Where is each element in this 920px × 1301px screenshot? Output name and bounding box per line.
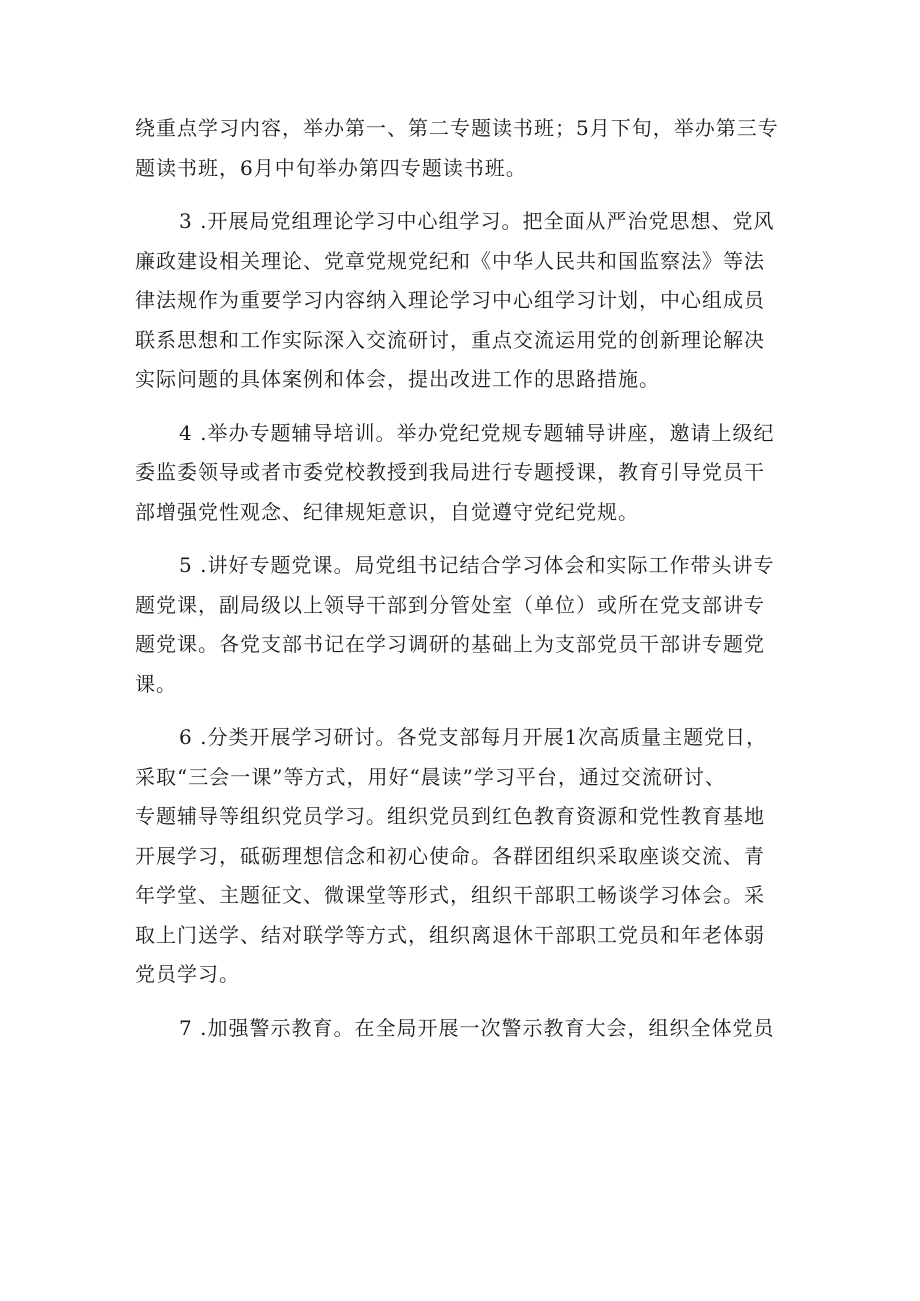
text-line: 廉政建设相关理论、党章党规党纪和《中华人民共和国监察法》等法 xyxy=(135,248,765,273)
text-line: 年学堂、主题征文、微课堂等形式，组织干部职工畅谈学习体会。采 xyxy=(135,883,765,907)
text-line: 部增强党性观念、纪律规矩意识，自觉遵守党纪党规。 xyxy=(135,499,639,524)
text-line: 联系思想和工作实际深入交流研讨，重点交流运用党的创新理论解决 xyxy=(135,327,765,352)
text-line: 采取“三会一课”等方式，用好“晨读”学习平台，通过交流研讨、 xyxy=(135,764,726,789)
paragraph-continuation xyxy=(135,109,795,188)
text-line: 实际问题的具体案例和体会，提出改进工作的思路措施。 xyxy=(135,367,660,391)
paragraph-item-4 xyxy=(135,414,795,533)
text-line: 取上门送学、结对联学等方式，组织离退休干部职工党员和年老体弱 xyxy=(135,922,765,947)
document-body xyxy=(135,109,795,1048)
paragraph-item-6 xyxy=(135,718,795,995)
text-line: 开展学习，砥砺理想信念和初心使命。各群团组织采取座谈交流、青 xyxy=(135,843,765,868)
text-line: 6 .分类开展学习研讨。各党支部每月开展1次高质量主题党日， xyxy=(179,725,768,749)
text-line: 3 .开展局党组理论学习中心组学习。把全面从严治党思想、党风 xyxy=(179,209,775,233)
paragraph-item-3 xyxy=(135,202,795,400)
text-line: 题党课，副局级以上领导干部到分管处室（单位）或所在党支部讲专 xyxy=(135,592,765,617)
text-line: 委监委领导或者市委党校教授到我局进行专题授课，教育引导党员干 xyxy=(135,460,765,484)
text-line: 4 .举办专题辅导培训。举办党纪党规专题辅导讲座，邀请上级纪 xyxy=(179,420,775,445)
text-line: 题读书班，6月中旬举办第四专题读书班。 xyxy=(135,155,527,180)
text-line: 课。 xyxy=(135,671,177,696)
text-line: 专题辅导等组织党员学习。组织党员到红色教育资源和党性教育基地 xyxy=(135,804,765,828)
text-line: 律法规作为重要学习内容纳入理论学习中心组学习计划，中心组成员 xyxy=(135,288,765,312)
text-line: 党员学习。 xyxy=(135,962,240,986)
text-line: 5 .讲好专题党课。局党组书记结合学习体会和实际工作带头讲专 xyxy=(179,553,775,577)
paragraph-item-7 xyxy=(135,1009,795,1049)
text-line: 7 .加强警示教育。在全局开展一次警示教育大会，组织全体党员 xyxy=(179,1015,775,1040)
paragraph-item-5 xyxy=(135,546,795,704)
text-line: 题党课。各党支部书记在学习调研的基础上为支部党员干部讲专题党 xyxy=(135,632,765,656)
text-line: 绕重点学习内容，举办第一、第二专题读书班；5月下旬，举办第三专 xyxy=(135,116,779,140)
